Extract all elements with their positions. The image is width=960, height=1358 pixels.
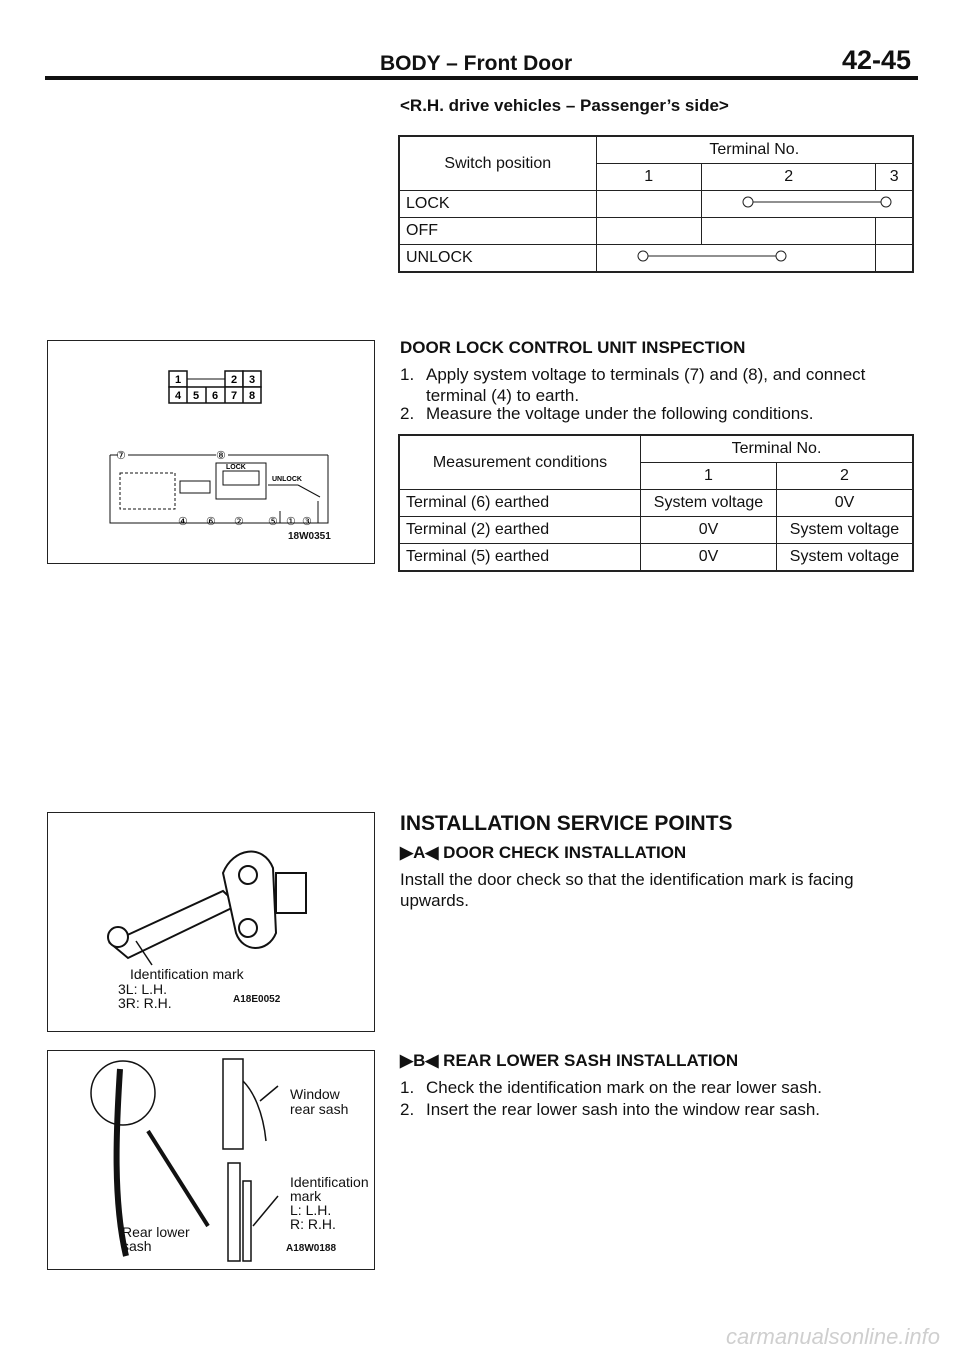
- table-row: [399, 490, 913, 517]
- identification-label: R: R.H.: [290, 1216, 336, 1232]
- lh-label: 3L: L.H.: [118, 981, 168, 997]
- table-row: [399, 191, 913, 218]
- inspection-title: DOOR LOCK CONTROL UNIT INSPECTION: [400, 338, 746, 357]
- subsection-title: REAR LOWER SASH INSTALLATION: [443, 1051, 739, 1070]
- rear-sash-illustration-icon: [48, 1051, 374, 1269]
- connector-pin: 2: [231, 374, 238, 386]
- table-row: [399, 517, 913, 544]
- continuity-line-icon: [637, 249, 787, 263]
- condition-cell: Terminal (6) earthed: [399, 490, 641, 517]
- table-caption: <R.H. drive vehicles – Passenger’s side>: [400, 96, 729, 115]
- door-check-text: Install the door check so that the identification mark is facing upwards.: [400, 870, 854, 910]
- window-label: Window: [290, 1086, 340, 1102]
- continuity-mark: [596, 245, 876, 273]
- value-cell: System voltage: [641, 490, 777, 517]
- circuit-terminal: ⑧: [216, 450, 226, 462]
- door-check-illustration-icon: [48, 813, 374, 1031]
- step-number: 1.: [400, 1078, 415, 1097]
- circuit-terminal: ③: [302, 516, 312, 528]
- list-item: [400, 1077, 920, 1098]
- window-label: rear sash: [290, 1101, 349, 1117]
- step-number: 2.: [400, 404, 415, 423]
- marker-letter: A: [413, 843, 426, 862]
- header-rule: [45, 76, 918, 80]
- connector-pin: 7: [231, 390, 238, 402]
- connector-circuit-figure: [47, 340, 375, 564]
- rh-label: 3R: R.H.: [118, 995, 172, 1011]
- circuit-terminal: ②: [234, 516, 244, 528]
- door-check-figure: [47, 812, 375, 1032]
- identification-mark-label: Identification mark: [130, 966, 244, 982]
- figure-code: A18W0188: [286, 1243, 337, 1254]
- figure-code: 18W0351: [288, 531, 331, 542]
- value-cell: System voltage: [776, 544, 913, 572]
- rear-sash-heading: [400, 1051, 738, 1071]
- list-item: [400, 1099, 920, 1120]
- terminal-header: 3: [876, 164, 913, 191]
- page-section-title: BODY – Front Door: [380, 52, 573, 75]
- list-item: [400, 364, 920, 406]
- value-cell: 0V: [776, 490, 913, 517]
- page-number: 42-45: [842, 45, 912, 75]
- value-cell: System voltage: [776, 517, 913, 544]
- rear-lower-sash-label: Rear lower: [122, 1224, 190, 1240]
- table-row: [399, 245, 913, 273]
- circuit-diagram-icon: [48, 341, 374, 563]
- value-cell: 0V: [641, 544, 777, 572]
- subsection-title: DOOR CHECK INSTALLATION: [443, 843, 687, 862]
- group-header-terminal-no: Terminal No.: [596, 136, 913, 164]
- connector-pin: 4: [175, 390, 182, 402]
- circuit-terminal: ⑥: [206, 516, 216, 528]
- step-number: 2.: [400, 1100, 415, 1119]
- row-label: UNLOCK: [399, 245, 596, 273]
- list-item: [400, 403, 920, 424]
- identification-label: mark: [290, 1188, 322, 1204]
- circuit-terminal: ⑤: [268, 516, 278, 528]
- step-text: Measure the voltage under the following conditions.: [426, 404, 814, 423]
- row-label: LOCK: [399, 191, 596, 218]
- step-text: Check the identification mark on the rear lower sash.: [426, 1078, 822, 1097]
- rear-sash-figure: [47, 1050, 375, 1270]
- identification-label: Identification: [290, 1174, 369, 1190]
- table-row: [399, 544, 913, 572]
- row-label: OFF: [399, 218, 596, 245]
- connector-pin: 8: [249, 390, 256, 402]
- door-check-heading: [400, 843, 686, 863]
- circuit-terminal: ④: [178, 516, 188, 528]
- marker-icon: ▶: [400, 843, 414, 862]
- measurement-table: [398, 434, 914, 572]
- installation-title: INSTALLATION SERVICE POINTS: [400, 812, 733, 835]
- terminal-header: 1: [596, 164, 702, 191]
- marker-icon: ▶: [400, 1051, 414, 1070]
- connector-pin: 3: [249, 374, 256, 386]
- circuit-terminal: ⑦: [116, 450, 126, 462]
- step-text: Apply system voltage to terminals (7) and (8), and connect terminal (4) to earth.: [426, 365, 866, 405]
- connector-pin: 6: [212, 390, 219, 402]
- value-cell: 0V: [641, 517, 777, 544]
- switch-label-unlock: UNLOCK: [272, 476, 302, 483]
- terminal-header: 2: [776, 463, 913, 490]
- table-row: [399, 218, 913, 245]
- identification-label: L: L.H.: [290, 1202, 332, 1218]
- step-text: Insert the rear lower sash into the window rear sash.: [426, 1100, 821, 1119]
- group-header-terminal-no: Terminal No.: [641, 435, 914, 463]
- watermark: carmanualsonline.info: [725, 1324, 940, 1349]
- marker-letter: B: [413, 1051, 426, 1070]
- col-header-measurement-conditions: Measurement conditions: [399, 435, 641, 490]
- switch-position-table: [398, 135, 914, 273]
- condition-cell: Terminal (5) earthed: [399, 544, 641, 572]
- terminal-header: 2: [702, 164, 876, 191]
- step-number: 1.: [400, 365, 415, 384]
- circuit-terminal: ①: [286, 516, 296, 528]
- connector-pin: 5: [193, 390, 200, 402]
- switch-label-lock: LOCK: [226, 464, 246, 471]
- continuity-mark: [702, 191, 914, 218]
- figure-code: A18E0052: [233, 994, 281, 1005]
- marker-icon: ◀: [425, 1051, 439, 1070]
- continuity-line-icon: [742, 195, 892, 209]
- terminal-header: 1: [641, 463, 777, 490]
- rear-lower-sash-label: sash: [122, 1238, 152, 1254]
- condition-cell: Terminal (2) earthed: [399, 517, 641, 544]
- col-header-switch-position: Switch position: [399, 136, 596, 191]
- marker-icon: ◀: [425, 843, 439, 862]
- connector-pin: 1: [175, 374, 182, 386]
